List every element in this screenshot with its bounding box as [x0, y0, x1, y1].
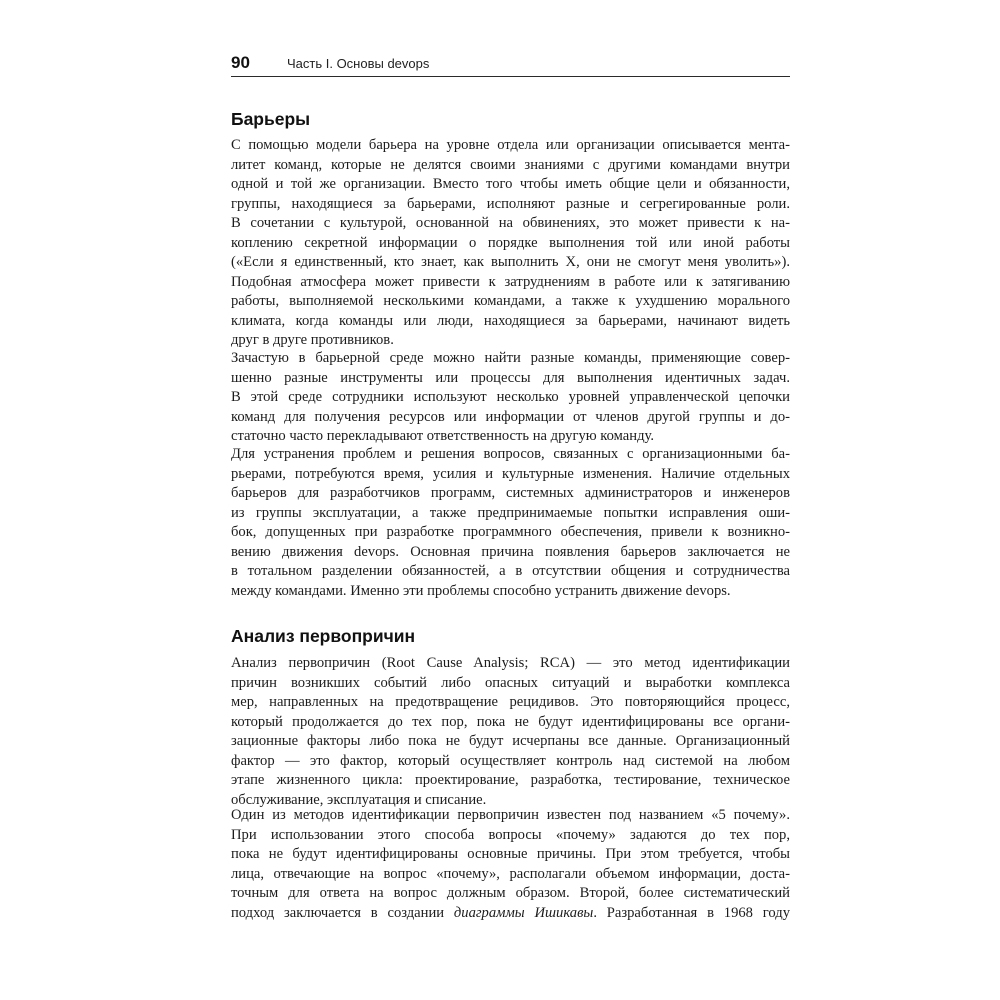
paragraph: [231, 136, 790, 351]
text-line: причин возникших событий либо опасных ситуаций и выработки комплекса: [231, 674, 790, 691]
text-line: в тотальном разделении обязанностей, а в отсутствии общения и сотрудничества: [231, 563, 790, 579]
text-line: из группы эксплуатации, а также предпринимаемые попытки исправления оши-: [231, 504, 790, 521]
text-line: шенно разные инструменты или процессы для выполнения идентичных задач.: [231, 369, 790, 386]
emphasized-term: диаграммы Ишикавы: [453, 904, 594, 921]
text-line: друг в друге противников.: [231, 332, 394, 348]
text-line: В сочетании с культурой, основанной на обвинениях, это может привести к на-: [231, 215, 790, 231]
text-line: При использовании этого способа вопросы «почему» задаются до тех пор,: [231, 826, 790, 843]
text-line: бок, допущенных при разработке программного обеспечения, привели к возникно-: [231, 524, 790, 540]
text-line: Зачастую в барьерной среде можно найти разные команды, применяющие совер-: [231, 350, 790, 366]
paragraph: [231, 806, 790, 923]
text-run: подход заключается в создании: [231, 904, 454, 921]
text-line: этапе жизненного цикла: проектирование, разработка, тестирование, техническое: [231, 772, 790, 788]
section-heading-root-cause-analysis: Анализ первопричин: [231, 626, 416, 646]
text-line: рьерами, потребуются время, усилия и культурные изменения. Наличие отдельных: [231, 465, 790, 482]
text-line: Для устранения проблем и решения вопросов, связанных с организационными ба-: [231, 446, 790, 462]
page-number: 90: [231, 53, 250, 72]
paragraph: [231, 654, 790, 810]
text-run: . Разработанная в 1968 году: [593, 904, 790, 921]
text-line: команд для получения ресурсов или информации от членов другой группы и до-: [231, 408, 790, 425]
text-line: коплению секретной информации о порядке выполнения той или иной работы: [231, 234, 790, 251]
text-line-with-emphasis: [231, 904, 790, 924]
text-line: вению движения devops. Основная причина появления барьеров заключается не: [231, 543, 790, 560]
text-line: литет команд, которые не делятся своими знаниями с другими командами внутри: [231, 156, 790, 173]
running-head: [231, 52, 790, 77]
text-line: Один из методов идентификации первопричин известен под названием «5 почему».: [231, 807, 790, 823]
text-line: Анализ первопричин (Root Cause Analysis; RCA) — это метод идентификации: [231, 655, 790, 671]
text-line: обслуживание, эксплуатация и списание.: [231, 791, 487, 808]
paragraph: [231, 445, 790, 601]
text-line: С помощью модели барьера на уровне отдела или организации описывается мента-: [231, 137, 790, 153]
text-line: барьеров для разработчиков программ, системных администраторов и инженеров: [231, 485, 790, 501]
text-line: пока не будут идентифицированы основные причины. При этом требуется, чтобы: [231, 846, 790, 862]
text-line: между командами. Именно эти проблемы способно устранить движение devops.: [231, 582, 731, 599]
text-line: статочно часто перекладывают ответственность на другую команду.: [231, 428, 655, 444]
text-line: мер, направленных на предотвращение рецидивов. Это повторяющийся процесс,: [231, 694, 790, 710]
text-line: В этой среде сотрудники используют несколько уровней управленческой цепочки: [231, 389, 790, 405]
text-line: климата, когда команды или люди, находящиеся за барьерами, начинают видеть: [231, 312, 790, 329]
text-line: лица, отвечающие на вопрос «почему», располагали объемом информации, доста-: [231, 865, 790, 882]
text-line: группы, находящиеся за барьерами, исполняют разные и сегрегированные роли.: [231, 195, 790, 212]
text-line: работы, выполняемой несколькими командами, а также к ухудшению морального: [231, 293, 790, 309]
text-line: («Если я единственный, кто знает, как выполнить X, они не смогут меня уволить»).: [231, 254, 790, 270]
paragraph: [231, 349, 790, 447]
section-heading-barriers: Барьеры: [231, 109, 311, 129]
text-line: Подобная атмосфера может привести к затруднениям в работе или к затягиванию: [231, 273, 790, 290]
part-title: Часть I. Основы devops: [287, 56, 430, 71]
text-line: точным для ответа на вопрос должным образом. Второй, более систематический: [231, 885, 790, 901]
text-line: который продолжается до тех пор, пока не будут идентифицированы все органи-: [231, 713, 790, 730]
text-line: одной и той же организации. Вместо того чтобы иметь общие цели и обязанности,: [231, 176, 790, 192]
text-line: зационные факторы либо пока не будут исчерпаны все данные. Организационный: [231, 733, 790, 749]
text-line: фактор — это фактор, который осуществляет контроль над системой на любом: [231, 752, 790, 769]
